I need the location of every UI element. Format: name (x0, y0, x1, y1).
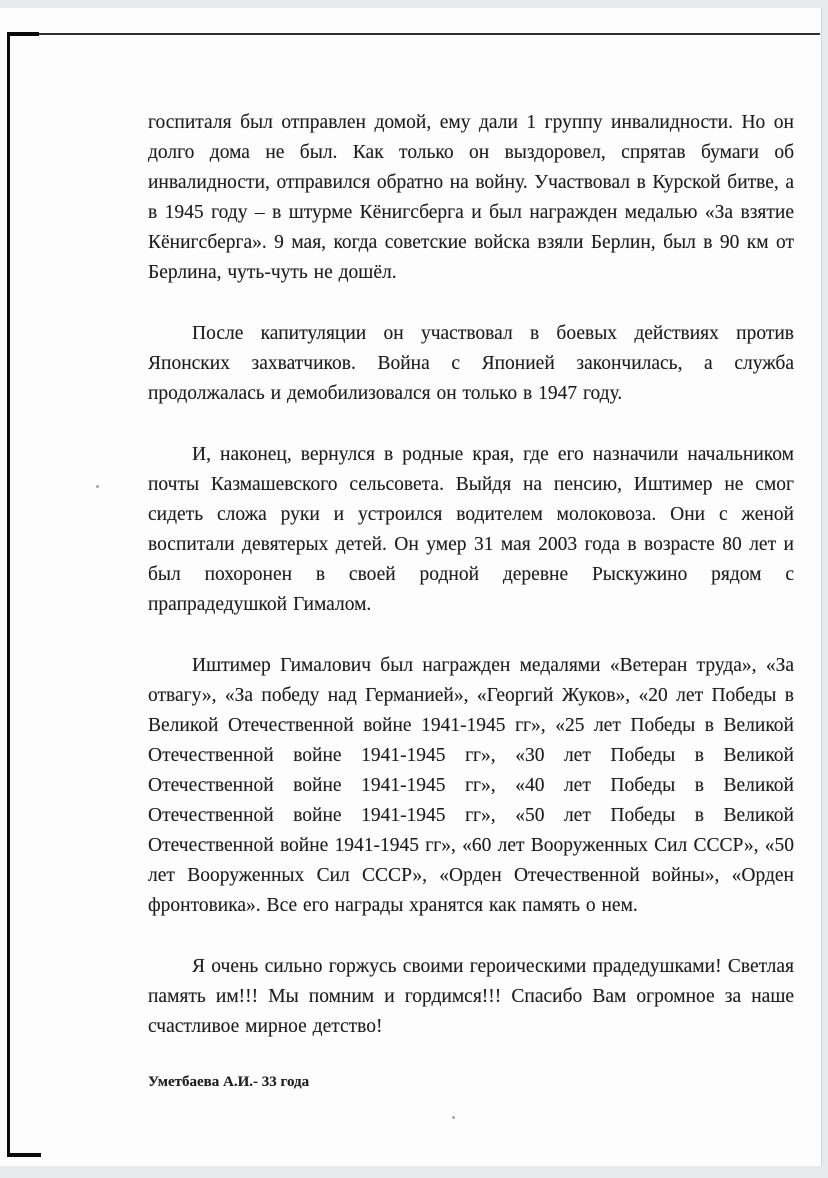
scan-speck (452, 1116, 455, 1119)
author-signature: Уметбаева А.И.- 33 года (148, 1074, 310, 1090)
paragraph-postwar-life: И, наконец, вернулся в родные края, где его назначили начальником почты Казмашевского сельсовета. Выйдя на пенсию, Иштимер не смог сидеть сложа руки и устроился водителем молоковоза. Они с женой воспитали девятерых детей. Он умер 31 мая 2003 года в возрасте 80 лет и был похоронен в своей родной деревне Рыскужино рядом с прапрадедушкой Гималом. (148, 444, 794, 615)
scan-top-rule (7, 33, 820, 35)
paragraph-medals: Иштимер Гималович был награжден медалями «Ветеран труда», «За отвагу», «За победу над Германией», «Георгий Жуков», «20 лет Победы в Великой Отечественной войне 1941-1945 гг», «25 лет Победы в Великой Отечественной войне 1941-1945 гг», «30 лет Победы в Великой Отечественной войне 1941-1945 гг», «40 лет Победы в Великой Отечественной войне 1941-1945 гг», «50 лет Победы в Великой Отечественной войне 1941-1945 гг», «60 лет Вооруженных Сил СССР», «50 лет Вооруженных Сил СССР», «Орден Отечественной войны», «Орден фронтовика». Все его награды хранятся как память о нем. (148, 655, 794, 916)
paragraph-hospital-return: госпиталя был отправлен домой, ему дали 1 группу инвалидности. Но он долго дома не был. Как только он выздоровел, спрятав бумаги об инвалидности, отправился обратно на войну. Участвовал в Курской битве, а в 1945 году – в штурме Кёнигсберга и был награжден медалью «За взятие Кёнигсберга». 9 мая, когда советские войска взяли Берлин, был в 90 км от Берлина, чуть-чуть не дошёл. (148, 112, 794, 283)
scan-speck (96, 485, 99, 488)
paragraph-japan-war: После капитуляции он участвовал в боевых действиях против Японских захватчиков. Война с Японией закончилась, а служба продолжалась и демобилизовался он только в 1947 году. (148, 323, 794, 404)
paragraph-pride-closing: Я очень сильно горжусь своими героическими прадедушками! Светлая память им!!! Мы помним и гордимся!!! Спасибо Вам огромное за наше счастливое мирное детство! (148, 956, 794, 1037)
crop-mark-bottom-left (7, 1153, 41, 1157)
document-text-block (148, 108, 794, 1073)
document-page (0, 8, 822, 1166)
scan-left-edge-line (7, 33, 10, 1157)
